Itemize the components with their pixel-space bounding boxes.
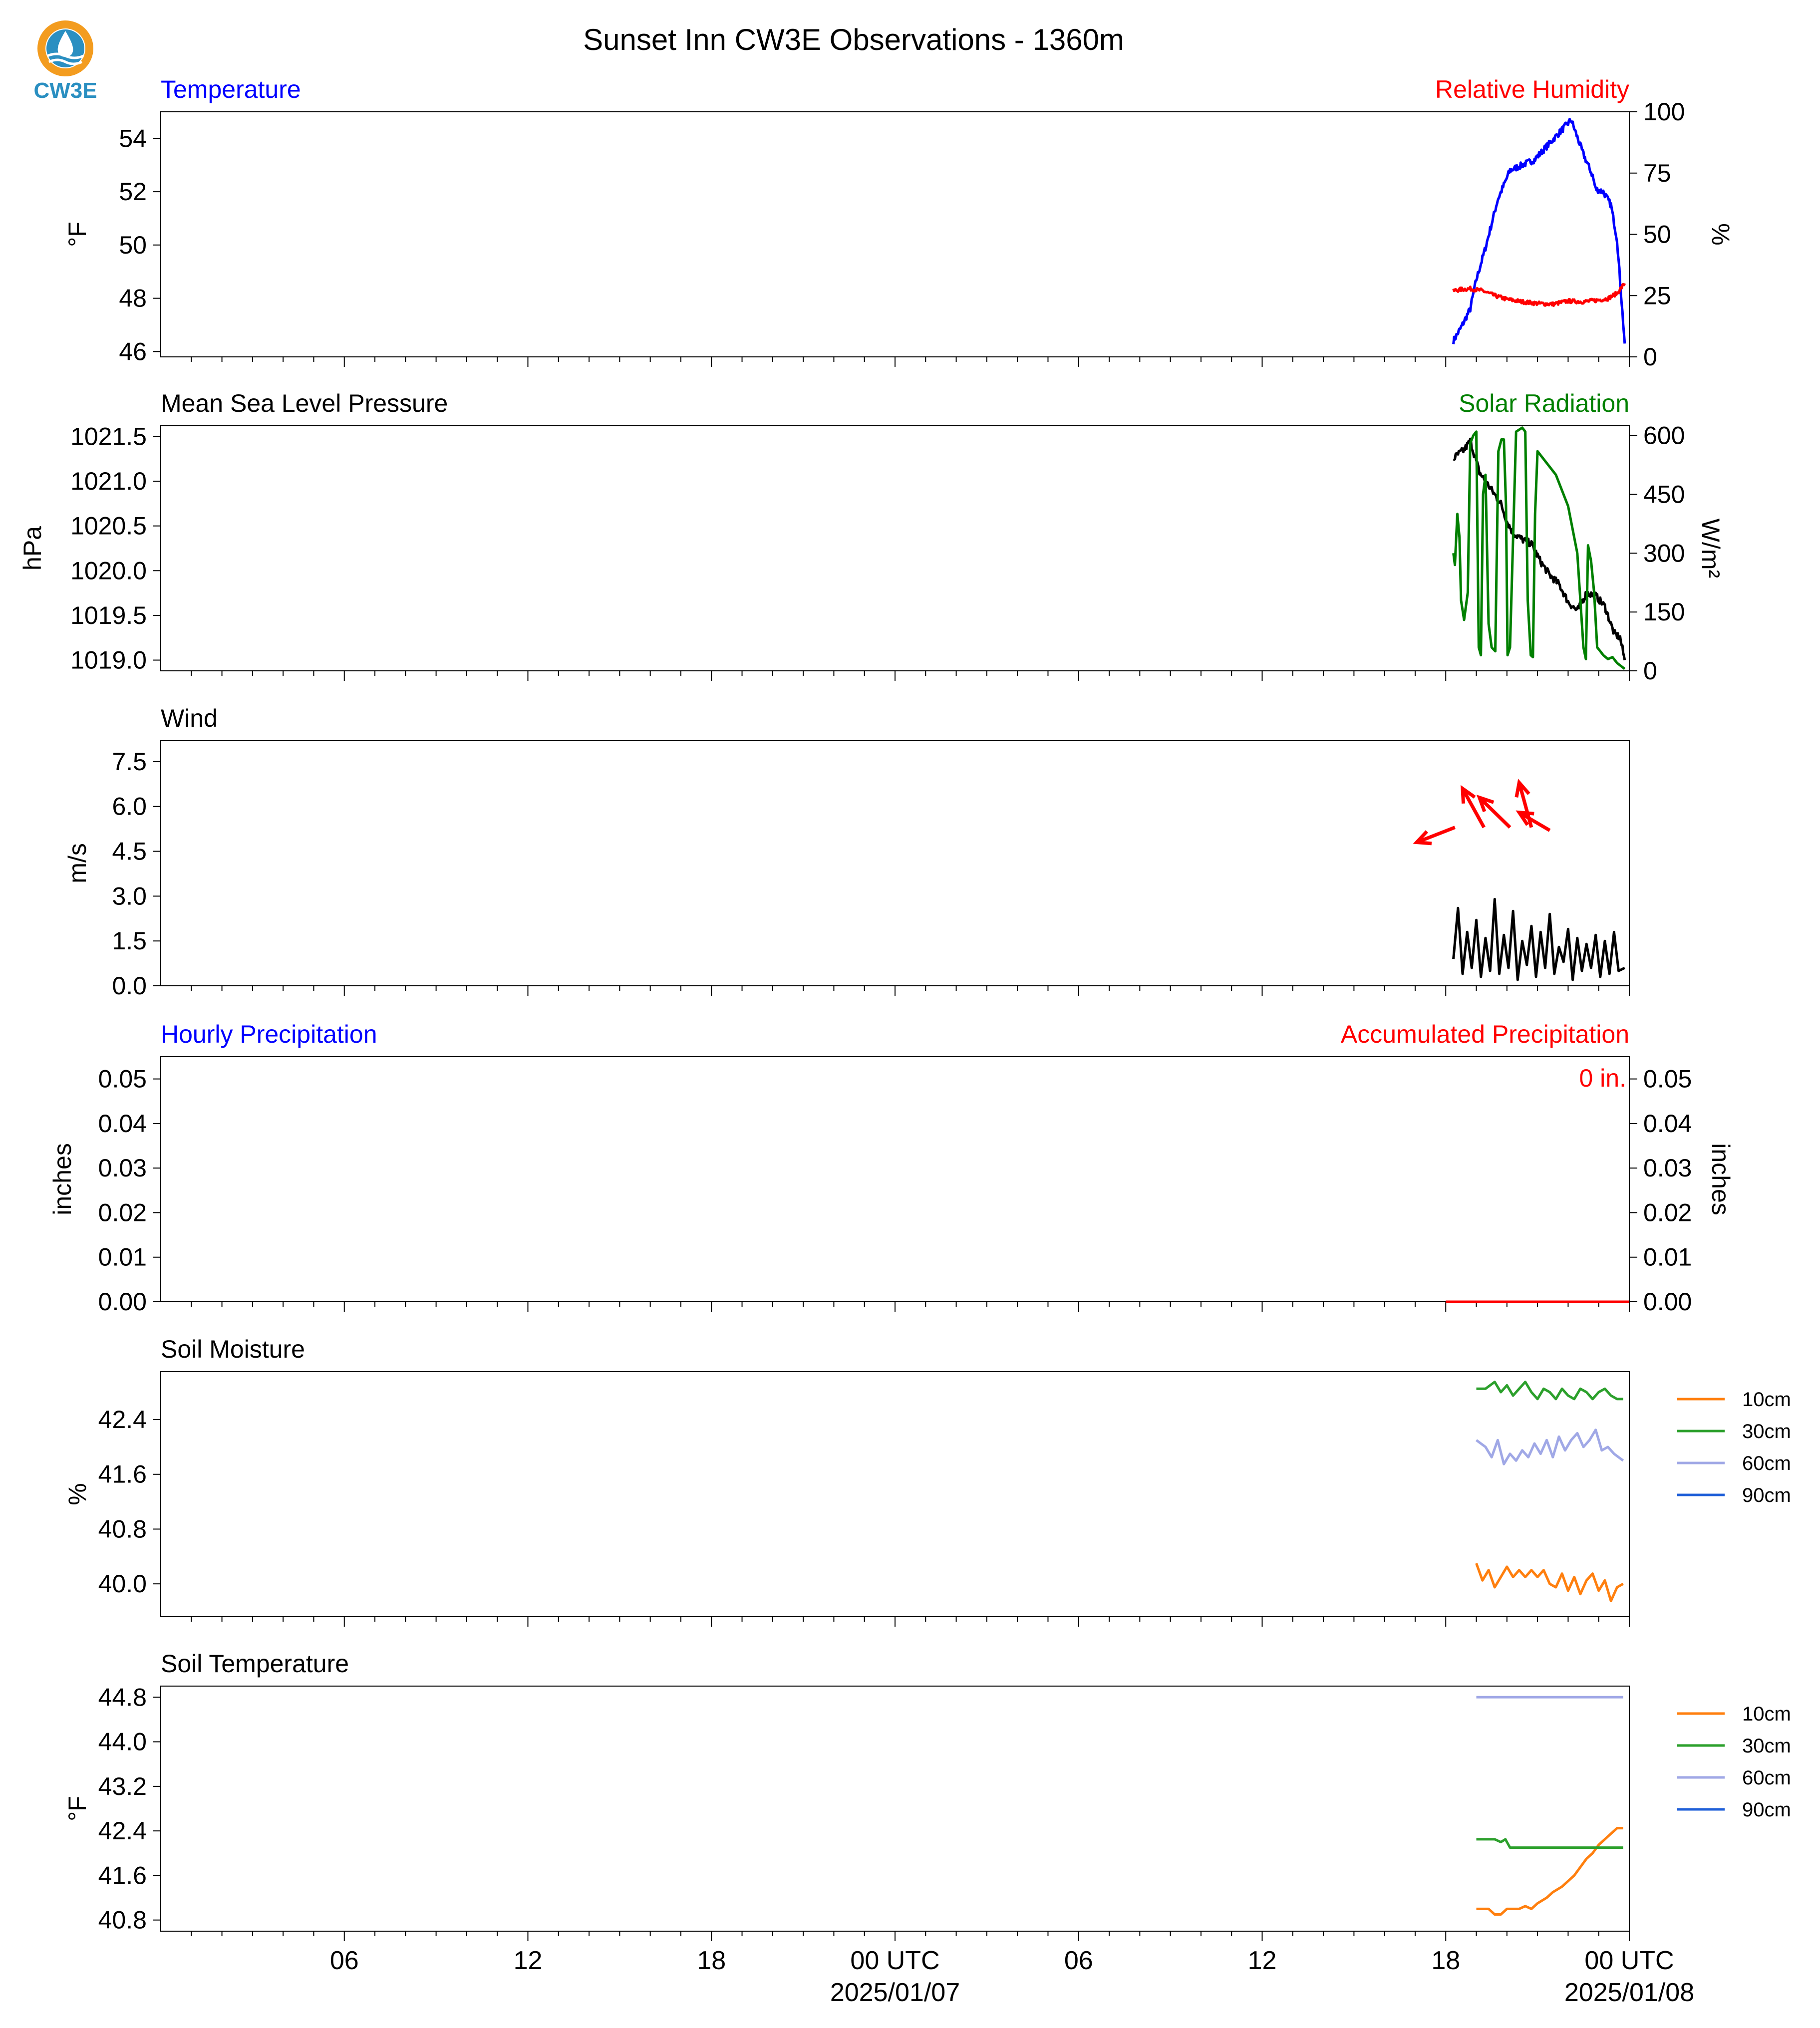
y-tick-label: 1019.0	[70, 646, 147, 674]
y-tick-label: 44.8	[98, 1683, 147, 1712]
y2-tick-label: 0.01	[1643, 1243, 1692, 1271]
y-axis-label: %	[63, 1483, 91, 1505]
panel-title-left: Temperature	[161, 75, 301, 103]
y-tick-label: 7.5	[112, 747, 147, 776]
y-tick-label: 41.6	[98, 1460, 147, 1488]
y-tick-label: 0.00	[98, 1288, 147, 1316]
y2-tick-label: 75	[1643, 159, 1671, 187]
panel-title-left: Soil Moisture	[161, 1335, 305, 1363]
y2-tick-label: 0.04	[1643, 1109, 1692, 1138]
y-tick-label: 43.2	[98, 1772, 147, 1800]
y2-tick-label: 100	[1643, 98, 1685, 126]
y2-tick-label: 0	[1643, 657, 1657, 685]
y2-axis-label: inches	[1707, 1143, 1735, 1215]
y-tick-label: 40.0	[98, 1570, 147, 1598]
x-tick-label: 06	[329, 1946, 359, 1975]
y-tick-label: 0.02	[98, 1198, 147, 1227]
y-tick-label: 0.03	[98, 1154, 147, 1182]
y-tick-label: 1019.5	[70, 601, 147, 629]
y-axis-label: m/s	[63, 843, 91, 883]
x-tick-label: 18	[1431, 1946, 1461, 1975]
y-tick-label: 0.04	[98, 1109, 147, 1138]
y-tick-label: 1020.0	[70, 557, 147, 585]
logo-text: CW3E	[33, 78, 97, 103]
legend-label: 30cm	[1742, 1735, 1791, 1757]
y2-tick-label: 0.00	[1643, 1288, 1692, 1316]
panel-title-left: Wind	[161, 704, 218, 732]
y-tick-label: 52	[119, 178, 147, 206]
x-tick-label: 18	[697, 1946, 726, 1975]
panel-title-right: Solar Radiation	[1459, 389, 1629, 417]
y-tick-label: 54	[119, 124, 147, 153]
x-tick-label: 00 UTC	[1584, 1946, 1674, 1975]
x-tick-label: 12	[1247, 1946, 1277, 1975]
y-tick-label: 42.4	[98, 1406, 147, 1434]
y2-axis-label: W/m²	[1697, 518, 1725, 579]
y2-tick-label: 0	[1643, 343, 1657, 371]
accumulated-total-label: 0 in.	[1579, 1064, 1626, 1092]
y2-tick-label: 25	[1643, 282, 1671, 310]
panel-title-right: Accumulated Precipitation	[1340, 1020, 1629, 1048]
legend-label: 90cm	[1742, 1484, 1791, 1506]
y-axis-label: °F	[63, 222, 91, 247]
y-tick-label: 40.8	[98, 1515, 147, 1543]
x-tick-label: 00 UTC	[850, 1946, 940, 1975]
y2-tick-label: 0.02	[1643, 1198, 1692, 1227]
cw3e-logo	[33, 24, 97, 103]
y-tick-label: 4.5	[112, 837, 147, 866]
y-tick-label: 0.01	[98, 1243, 147, 1271]
y-axis-label: inches	[48, 1143, 76, 1215]
legend-label: 60cm	[1742, 1452, 1791, 1474]
y-tick-label: 44.0	[98, 1728, 147, 1756]
y-axis-label: °F	[63, 1796, 91, 1821]
legend-label: 60cm	[1742, 1767, 1791, 1789]
y2-tick-label: 0.03	[1643, 1154, 1692, 1182]
y-tick-label: 41.6	[98, 1861, 147, 1890]
y-tick-label: 0.0	[112, 972, 147, 1000]
y-tick-label: 1021.5	[70, 422, 147, 451]
y2-tick-label: 0.05	[1643, 1065, 1692, 1093]
x-tick-date-label: 2025/01/07	[830, 1978, 960, 2007]
y2-tick-label: 300	[1643, 539, 1685, 568]
legend-label: 30cm	[1742, 1421, 1791, 1443]
y-tick-label: 50	[119, 231, 147, 259]
y-tick-label: 1.5	[112, 927, 147, 955]
y-tick-label: 42.4	[98, 1817, 147, 1845]
panel-title-left: Hourly Precipitation	[161, 1020, 377, 1048]
y2-tick-label: 600	[1643, 421, 1685, 450]
legend-label: 10cm	[1742, 1703, 1791, 1725]
y-axis-label: hPa	[18, 526, 46, 571]
panel-title-left: Mean Sea Level Pressure	[161, 389, 448, 417]
panel-title-left: Soil Temperature	[161, 1650, 349, 1678]
y-tick-label: 1021.0	[70, 467, 147, 496]
y2-tick-label: 450	[1643, 480, 1685, 509]
y-tick-label: 48	[119, 284, 147, 312]
x-tick-label: 12	[513, 1946, 543, 1975]
y-tick-label: 40.8	[98, 1906, 147, 1934]
x-tick-date-label: 2025/01/08	[1564, 1978, 1695, 2007]
y2-axis-label: %	[1707, 223, 1735, 246]
y-tick-label: 3.0	[112, 882, 147, 910]
legend-label: 10cm	[1742, 1389, 1791, 1411]
panel-title-right: Relative Humidity	[1435, 75, 1629, 103]
y-tick-label: 46	[119, 337, 147, 366]
y-tick-label: 0.05	[98, 1065, 147, 1093]
legend-label: 90cm	[1742, 1799, 1791, 1821]
y2-tick-label: 50	[1643, 220, 1671, 249]
y-tick-label: 1020.5	[70, 512, 147, 540]
y2-tick-label: 150	[1643, 598, 1685, 626]
x-tick-label: 06	[1064, 1946, 1093, 1975]
y-tick-label: 6.0	[112, 792, 147, 821]
figure-title: Sunset Inn CW3E Observations - 1360m	[583, 23, 1124, 56]
